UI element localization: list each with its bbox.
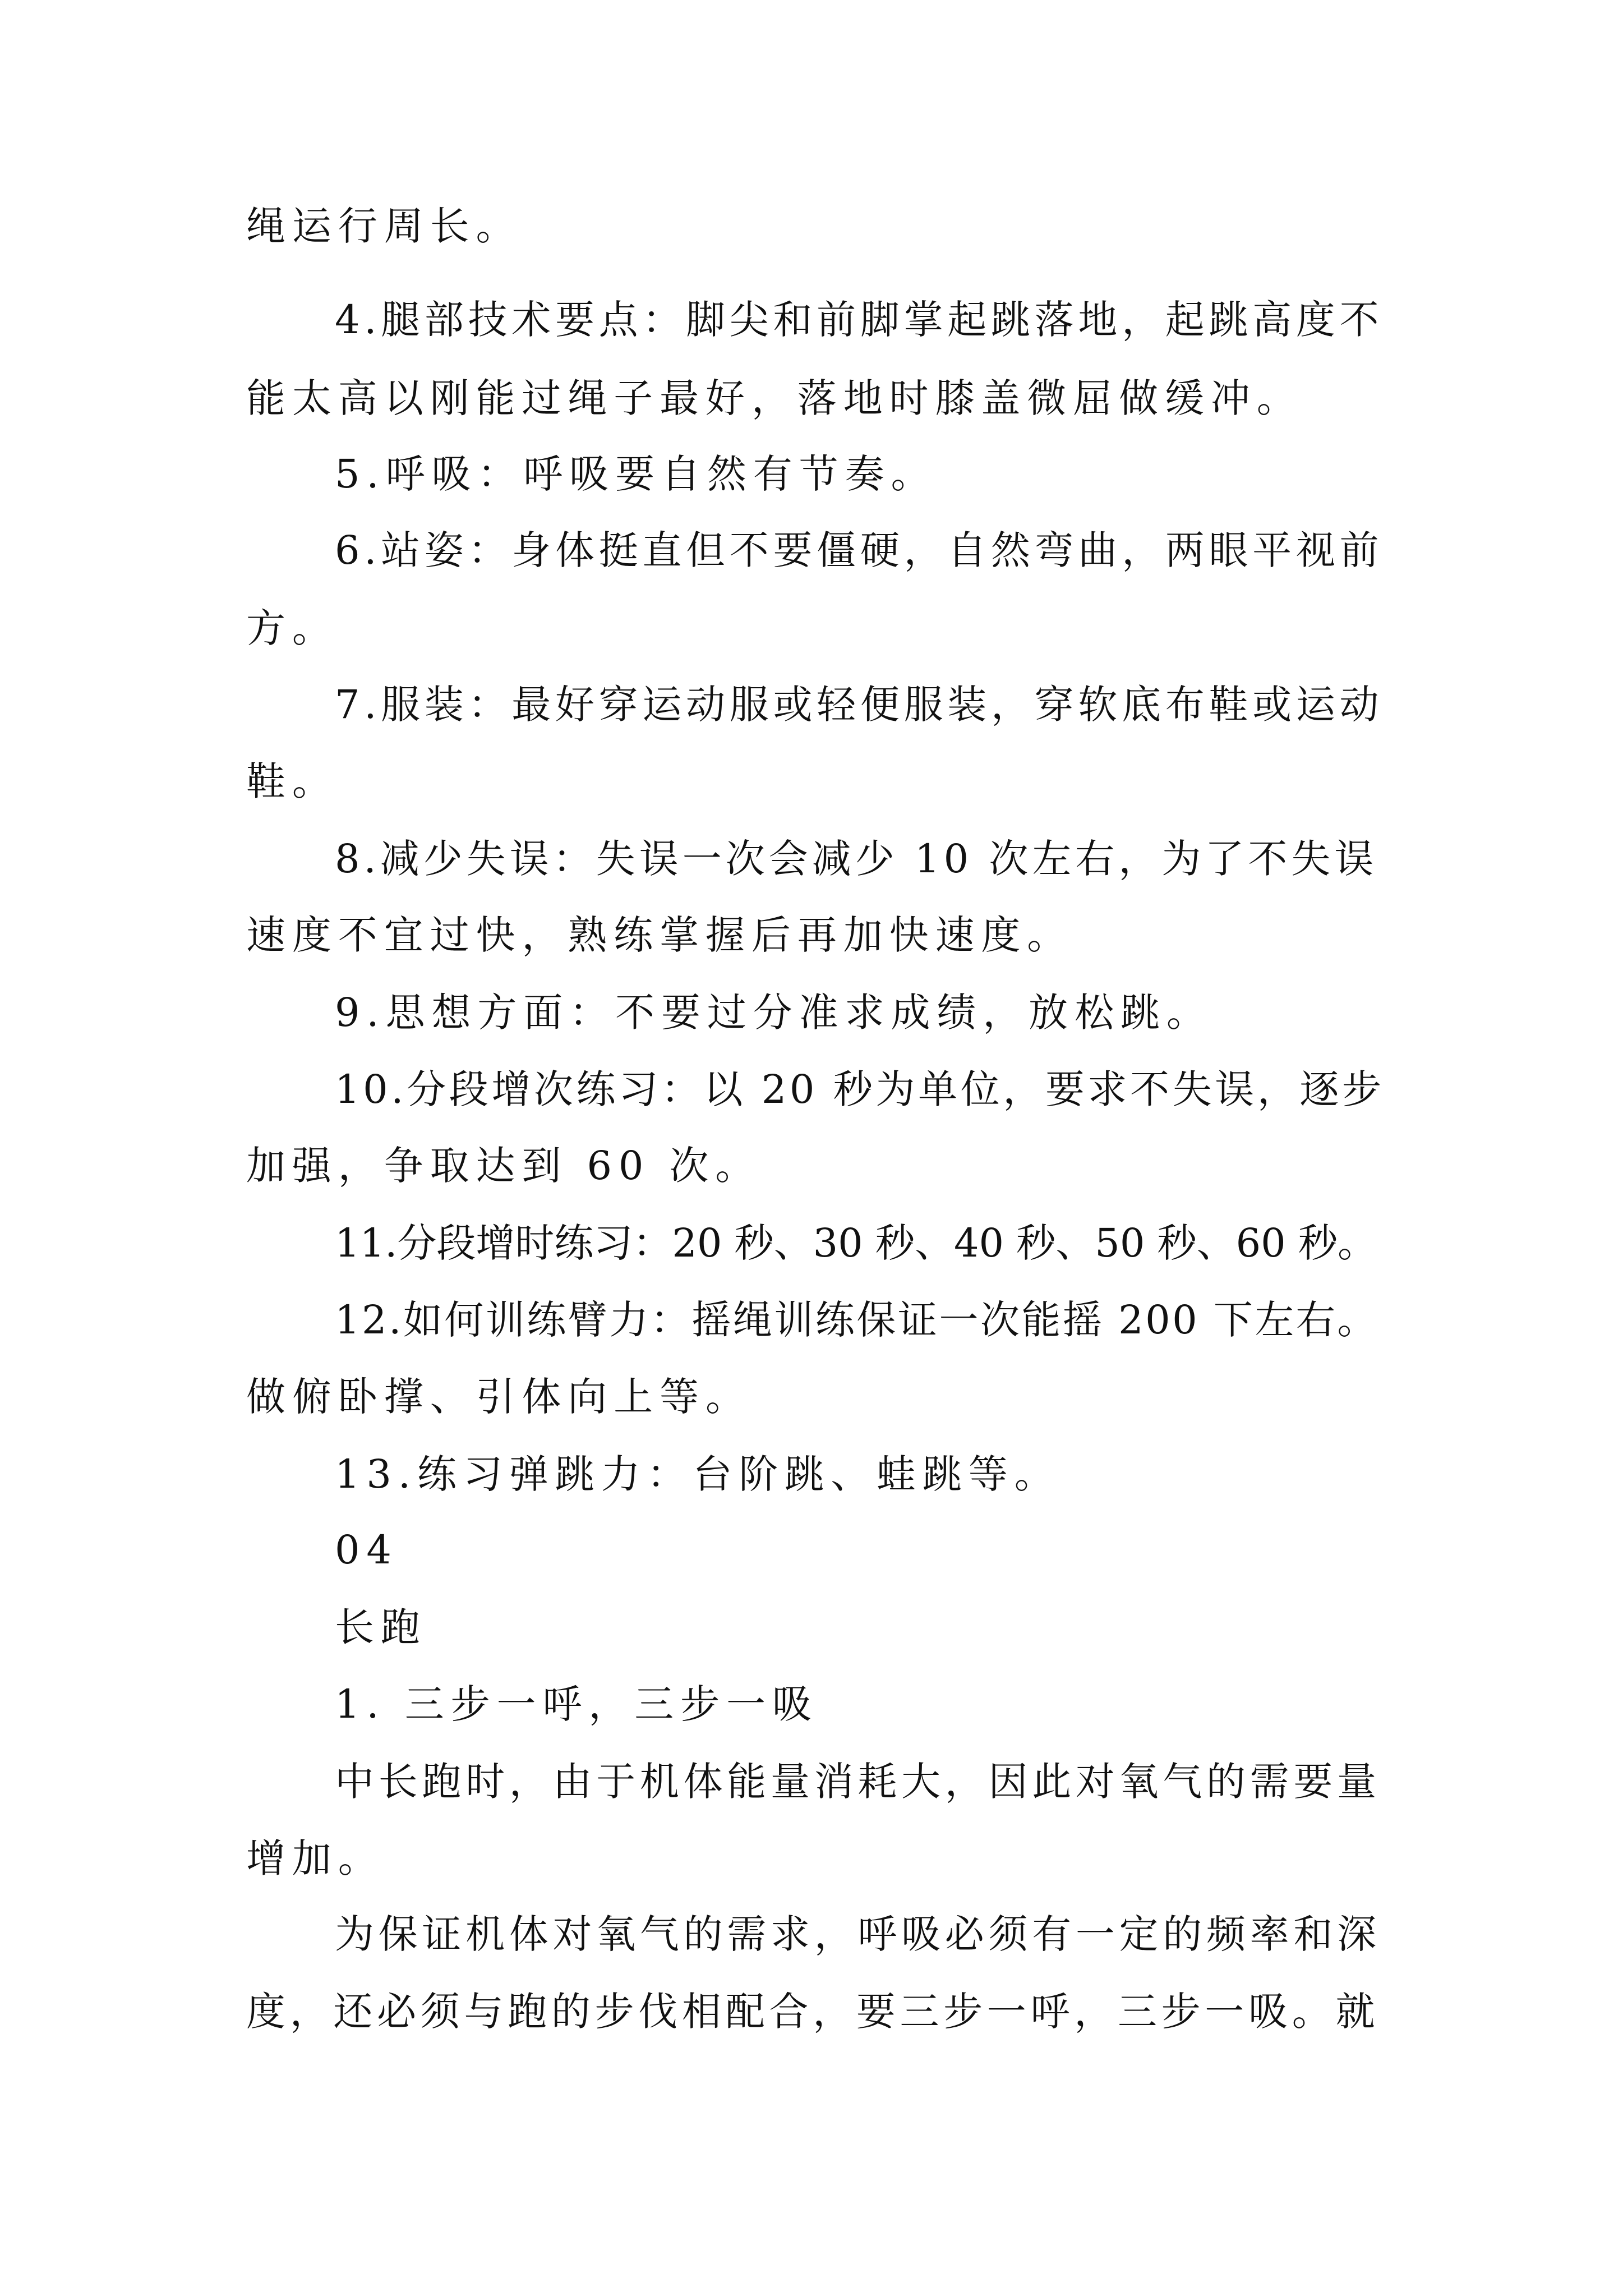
text-line-22: 增加。 (246, 1835, 384, 1881)
text-line-9: 8.减少失误：失误一次会减少 10 次左右，为了不失误 (335, 836, 1378, 882)
text-line-20: 1. 三步一呼，三步一吸 (335, 1681, 818, 1727)
text-line-14: 11.分段增时练习：20 秒、30 秒、40 秒、50 秒、60 秒。 (335, 1220, 1377, 1266)
text-line-23: 为保证机体对氧气的需求，呼吸必须有一定的频率和深 (335, 1911, 1381, 1957)
text-line-18: 04 (335, 1527, 398, 1573)
text-line-11: 9.思想方面：不要过分准求成绩，放松跳。 (335, 990, 1212, 1036)
text-line-21: 中长跑时，由于机体能量消耗大，因此对氧气的需要量 (335, 1759, 1381, 1805)
text-line-15: 12.如何训练臂力：摇绳训练保证一次能摇 200 下左右。 (335, 1297, 1378, 1343)
text-line-13: 加强，争取达到 60 次。 (246, 1143, 762, 1189)
text-line-3: 能太高以刚能过绳子最好，落地时膝盖微屈做缓冲。 (246, 375, 1303, 421)
text-line-17: 13.练习弹跳力：台阶跳、蛙跳等。 (335, 1451, 1061, 1497)
text-line-6: 方。 (246, 605, 338, 651)
text-line-10: 速度不宜过快，熟练掌握后再加快速度。 (246, 912, 1073, 958)
text-line-4: 5.呼吸：呼吸要自然有节奏。 (335, 451, 937, 497)
text-line-1: 绳运行周长。 (246, 203, 522, 249)
text-line-8: 鞋。 (246, 758, 338, 804)
text-line-5: 6.站姿：身体挺直但不要僵硬，自然弯曲，两眼平视前 (335, 527, 1384, 573)
text-line-7: 7.服装：最好穿运动服或轻便服装，穿软底布鞋或运动 (335, 682, 1384, 728)
text-line-24: 度，还必须与跑的步伐相配合，要三步一呼，三步一吸。就 (246, 1989, 1380, 2035)
text-line-2: 4.腿部技术要点：脚尖和前脚掌起跳落地，起跳高度不 (335, 297, 1384, 343)
text-line-16: 做俯卧撑、引体向上等。 (246, 1374, 751, 1420)
text-line-12: 10.分段增次练习：以 20 秒为单位，要求不失误，逐步 (335, 1066, 1385, 1112)
text-line-19: 长跑 (335, 1604, 427, 1650)
